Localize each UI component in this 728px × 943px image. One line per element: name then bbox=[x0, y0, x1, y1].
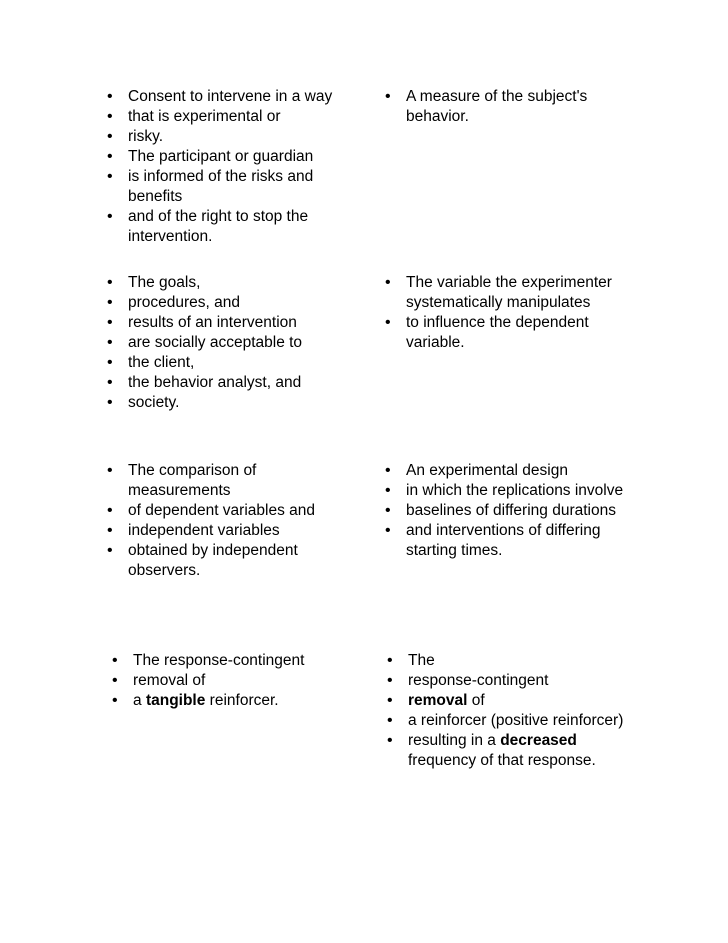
item-text: removal of bbox=[133, 672, 206, 689]
item-text-pre: a bbox=[133, 692, 146, 709]
list-item: • independent variables bbox=[107, 521, 362, 541]
list-item: • results of an intervention bbox=[107, 313, 362, 333]
item-text-post: reinforcer. bbox=[205, 692, 279, 709]
list-item: • in which the replications involve bbox=[385, 481, 640, 501]
list-item: • society. bbox=[107, 393, 362, 413]
list-item: • risky. bbox=[107, 127, 362, 147]
list-item: • is informed of the risks and benefits bbox=[107, 167, 362, 207]
list-item: • to influence the dependent variable. bbox=[385, 313, 640, 353]
list-item: • obtained by independent observers. bbox=[107, 541, 362, 581]
list-item bbox=[112, 671, 367, 691]
item-text-bold: decreased bbox=[500, 732, 577, 749]
list-item: • The participant or guardian bbox=[107, 147, 362, 167]
list-item bbox=[112, 651, 367, 671]
bullet-list bbox=[387, 651, 642, 771]
list-item: • and interventions of differing starting times. bbox=[385, 521, 640, 561]
bullet-list bbox=[385, 87, 640, 127]
bullet-list bbox=[385, 461, 640, 561]
item-text: The response-contingent bbox=[133, 652, 305, 669]
bullet-list bbox=[112, 651, 367, 711]
list-item: • The comparison of measurements bbox=[107, 461, 362, 501]
item-text: a reinforcer (positive reinforcer) bbox=[408, 712, 624, 729]
card-independent-variable bbox=[385, 273, 640, 353]
list-item: • the behavior analyst, and bbox=[107, 373, 362, 393]
list-item: • baselines of differing durations bbox=[385, 501, 640, 521]
list-item: • that is experimental or bbox=[107, 107, 362, 127]
list-item bbox=[387, 731, 642, 771]
bullet-list bbox=[107, 461, 362, 581]
list-item: • The variable the experimenter systematically manipulates bbox=[385, 273, 640, 313]
item-text: The bbox=[408, 652, 435, 669]
item-text: response-contingent bbox=[408, 672, 549, 689]
list-item: • are socially acceptable to bbox=[107, 333, 362, 353]
list-item bbox=[387, 711, 642, 731]
list-item: • of dependent variables and bbox=[107, 501, 362, 521]
item-text-bold: removal bbox=[408, 692, 468, 709]
list-item: • A measure of the subject's behavior. bbox=[385, 87, 640, 127]
item-text-post: of bbox=[467, 692, 485, 709]
list-item: • Consent to intervene in a way bbox=[107, 87, 362, 107]
list-item: • the client, bbox=[107, 353, 362, 373]
card-multiple-baseline bbox=[385, 461, 640, 561]
item-text-bold: tangible bbox=[145, 692, 206, 709]
list-item bbox=[387, 691, 642, 711]
card-dependent-variable bbox=[385, 87, 640, 127]
card-informed-consent bbox=[107, 87, 362, 247]
list-item bbox=[112, 691, 367, 711]
list-item: • and of the right to stop the intervention. bbox=[107, 207, 362, 247]
item-text-pre: resulting in a bbox=[408, 732, 501, 749]
list-item bbox=[387, 651, 642, 671]
card-negative-punishment bbox=[387, 651, 642, 771]
item-text-post: frequency of that response. bbox=[408, 752, 596, 769]
card-social-validity bbox=[107, 273, 362, 413]
card-response-cost bbox=[112, 651, 367, 711]
card-interobserver-agreement bbox=[107, 461, 362, 581]
list-item: • An experimental design bbox=[385, 461, 640, 481]
bullet-list bbox=[107, 273, 362, 413]
list-item: • procedures, and bbox=[107, 293, 362, 313]
bullet-list bbox=[107, 87, 362, 247]
bullet-list bbox=[385, 273, 640, 353]
list-item bbox=[387, 671, 642, 691]
list-item: • The goals, bbox=[107, 273, 362, 293]
